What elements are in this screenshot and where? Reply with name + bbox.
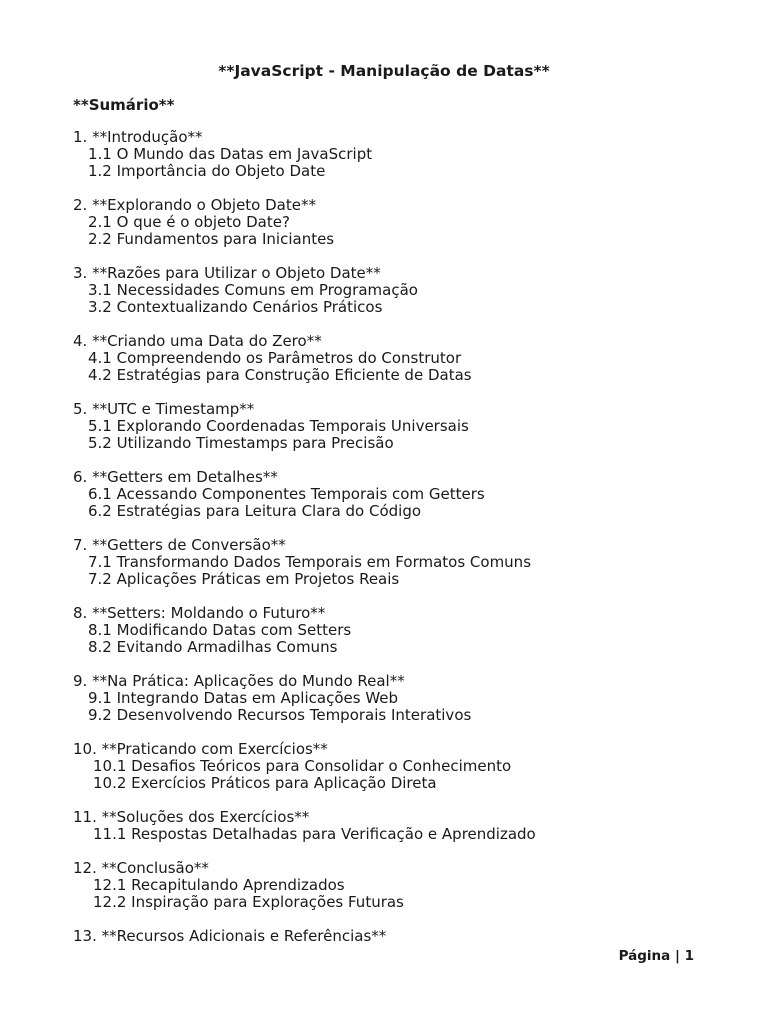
toc-section-heading: 4. **Criando uma Data do Zero** <box>73 332 322 350</box>
toc-subitem: 5.2 Utilizando Timestamps para Precisão <box>88 434 394 452</box>
toc-section-heading: 8. **Setters: Moldando o Futuro** <box>73 604 326 622</box>
toc-subitem: 5.1 Explorando Coordenadas Temporais Universais <box>88 417 469 435</box>
table-of-contents <box>73 129 713 962</box>
toc-section <box>73 809 713 843</box>
toc-subitem: 1.1 O Mundo das Datas em JavaScript <box>88 145 373 163</box>
toc-section <box>73 860 713 911</box>
toc-subitem: 7.2 Aplicações Práticas em Projetos Reais <box>88 570 400 588</box>
toc-section-heading: 12. **Conclusão** <box>73 859 209 877</box>
toc-section <box>73 741 713 792</box>
toc-section-heading: 3. **Razões para Utilizar o Objeto Date** <box>73 264 381 282</box>
toc-section <box>73 928 713 945</box>
toc-subitem: 2.2 Fundamentos para Iniciantes <box>88 230 335 248</box>
toc-section <box>73 129 713 180</box>
toc-subitem: 10.2 Exercícios Práticos para Aplicação Direta <box>93 774 437 792</box>
toc-section <box>73 469 713 520</box>
toc-section-heading: 6. **Getters em Detalhes** <box>73 468 278 486</box>
toc-subitem: 9.2 Desenvolvendo Recursos Temporais Interativos <box>88 706 472 724</box>
toc-subitem: 4.1 Compreendendo os Parâmetros do Construtor <box>88 349 462 367</box>
toc-section <box>73 673 713 724</box>
toc-section-heading: 1. **Introdução** <box>73 128 203 146</box>
toc-subitem: 6.1 Acessando Componentes Temporais com Getters <box>88 485 485 503</box>
toc-section <box>73 265 713 316</box>
toc-section-heading: 11. **Soluções dos Exercícios** <box>73 808 310 826</box>
toc-section-heading: 5. **UTC e Timestamp** <box>73 400 255 418</box>
document-title: **JavaScript - Manipulação de Datas** <box>218 62 550 80</box>
toc-subitem: 8.2 Evitando Armadilhas Comuns <box>88 638 338 656</box>
page-number: Página | 1 <box>618 948 694 964</box>
toc-section <box>73 605 713 656</box>
toc-section-heading: 9. **Na Prática: Aplicações do Mundo Real** <box>73 672 405 690</box>
toc-subitem: 8.1 Modificando Datas com Setters <box>88 621 352 639</box>
toc-subitem: 10.1 Desafios Teóricos para Consolidar o Conhecimento <box>93 757 512 775</box>
toc-subitem: 11.1 Respostas Detalhadas para Verificação e Aprendizado <box>93 825 536 843</box>
toc-subitem: 4.2 Estratégias para Construção Eficiente de Datas <box>88 366 472 384</box>
toc-subitem: 1.2 Importância do Objeto Date <box>88 162 326 180</box>
toc-subitem: 3.2 Contextualizando Cenários Práticos <box>88 298 383 316</box>
toc-section <box>73 333 713 384</box>
toc-section-heading: 10. **Praticando com Exercícios** <box>73 740 328 758</box>
toc-subitem: 2.1 O que é o objeto Date? <box>88 213 290 231</box>
toc-subitem: 3.1 Necessidades Comuns em Programação <box>88 281 418 299</box>
toc-heading: **Sumário** <box>73 96 175 114</box>
toc-section-heading: 13. **Recursos Adicionais e Referências** <box>73 927 387 945</box>
toc-subitem: 7.1 Transformando Dados Temporais em Formatos Comuns <box>88 553 532 571</box>
toc-subitem: 12.2 Inspiração para Explorações Futuras <box>93 893 404 911</box>
toc-section <box>73 537 713 588</box>
toc-subitem: 6.2 Estratégias para Leitura Clara do Código <box>88 502 422 520</box>
toc-section <box>73 401 713 452</box>
toc-subitem: 12.1 Recapitulando Aprendizados <box>93 876 345 894</box>
toc-subitem: 9.1 Integrando Datas em Aplicações Web <box>88 689 399 707</box>
toc-section-heading: 2. **Explorando o Objeto Date** <box>73 196 316 214</box>
toc-section <box>73 197 713 248</box>
toc-section-heading: 7. **Getters de Conversão** <box>73 536 286 554</box>
